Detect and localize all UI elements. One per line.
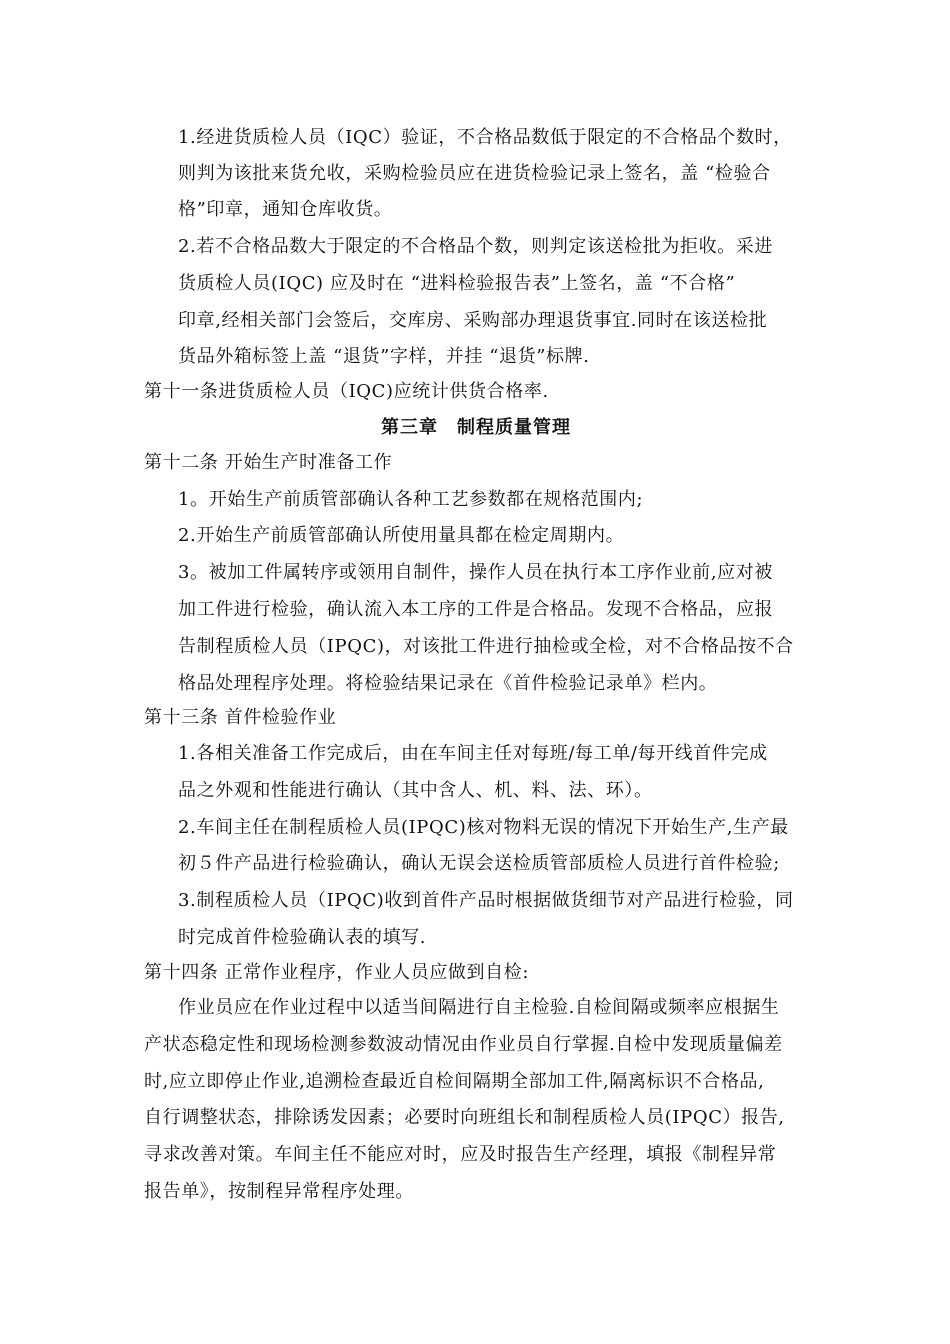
iqc-item-2-line-2: 货质检人员(IQC) 应及时在 “进料检验报告表”上签名，盖 “不合格” <box>178 273 736 294</box>
article-12-item-3-line-4: 格品处理程序处理。将检验结果记录在《首件检验记录单》栏内。 <box>178 673 718 694</box>
iqc-item-2-line-3: 印章,经相关部门会签后，交库房、采购部办理退货事宜.同时在该送检批 <box>178 310 768 331</box>
article-14-para-line-2: 产状态稳定性和现场检测参数波动情况由作业员自行掌握.自检中发现质量偏差 <box>144 1034 783 1055</box>
article-13-item-2-line-1: 2.车间主任在制程质检人员(IPQC)核对物料无误的情况下开始生产,生产最 <box>178 817 789 838</box>
article-14-para-line-6: 报告单》，按制程异常程序处理。 <box>144 1181 414 1202</box>
article-13-item-1-line-1: 1.各相关准备工作完成后，由在车间主任对每班/每工单/每开线首件完成 <box>178 743 768 764</box>
article-12-item-2: 2.开始生产前质管部确认所使用量具都在检定周期内。 <box>178 525 625 546</box>
article-13-item-2-line-2: 初５件产品进行检验确认，确认无误会送检质管部质检人员进行首件检验; <box>178 853 780 874</box>
article-14-para-line-3: 时,应立即停止作业,追溯检查最近自检间隔期全部加工件,隔离标识不合格品, <box>144 1071 765 1092</box>
article-12-item-3-line-2: 加工件进行检验，确认流入本工序的工件是合格品。发现不合格品，应报 <box>178 599 774 620</box>
article-12-item-3-line-3: 告制程质检人员（IPQC)，对该批工件进行抽检或全检，对不合格品按不合 <box>178 636 794 657</box>
article-14-para-line-5: 寻求改善对策。车间主任不能应对时，应及时报告生产经理，填报《制程异常 <box>144 1144 777 1165</box>
article-13-item-3-line-1: 3.制程质检人员（IPQC)收到首件产品时根据做货细节对产品进行检验，同 <box>178 890 794 911</box>
article-12-item-1: 1。开始生产前质管部确认各种工艺参数都在规格范围内; <box>178 489 644 510</box>
iqc-item-2-line-1: 2.若不合格品数大于限定的不合格品个数，则判定该送检批为拒收。采进 <box>178 236 773 257</box>
article-13-item-1-line-2: 品之外观和性能进行确认（其中含人、机、料、法、环）。 <box>178 780 653 801</box>
article-13-item-3-line-2: 时完成首件检验确认表的填写. <box>178 927 427 948</box>
article-13-heading: 第十三条 首件检验作业 <box>144 707 337 728</box>
article-12-item-3-line-1: 3。被加工件属转序或领用自制件，操作人员在执行本工序作业前,应对被 <box>178 562 773 583</box>
iqc-item-1-line-3: 格”印章，通知仓库收货。 <box>178 199 393 220</box>
article-14-heading: 第十四条 正常作业程序，作业人员应做到自检: <box>144 962 529 983</box>
article-11: 第十一条进货质检人员（IQC)应统计供货合格率. <box>144 381 549 402</box>
article-12-heading: 第十二条 开始生产时准备工作 <box>144 452 393 473</box>
iqc-item-2-line-4: 货品外箱标签上盖 “退货”字样，并挂 “退货”标牌. <box>178 346 590 367</box>
iqc-item-1-line-2: 则判为该批来货允收，采购检验员应在进货检验记录上签名，盖 “检验合 <box>178 163 771 184</box>
chapter-3-heading: 第三章 制程质量管理 <box>381 417 571 438</box>
article-14-para-line-4: 自行调整状态，排除诱发因素；必要时向班组长和制程质检人员(IPQC）报告, <box>144 1107 785 1128</box>
article-14-para-line-1: 作业员应在作业过程中以适当间隔进行自主检验.自检间隔或频率应根据生 <box>178 997 780 1018</box>
iqc-item-1-line-1: 1.经进货质检人员（IQC）验证，不合格品数低于限定的不合格品个数时， <box>178 127 792 148</box>
